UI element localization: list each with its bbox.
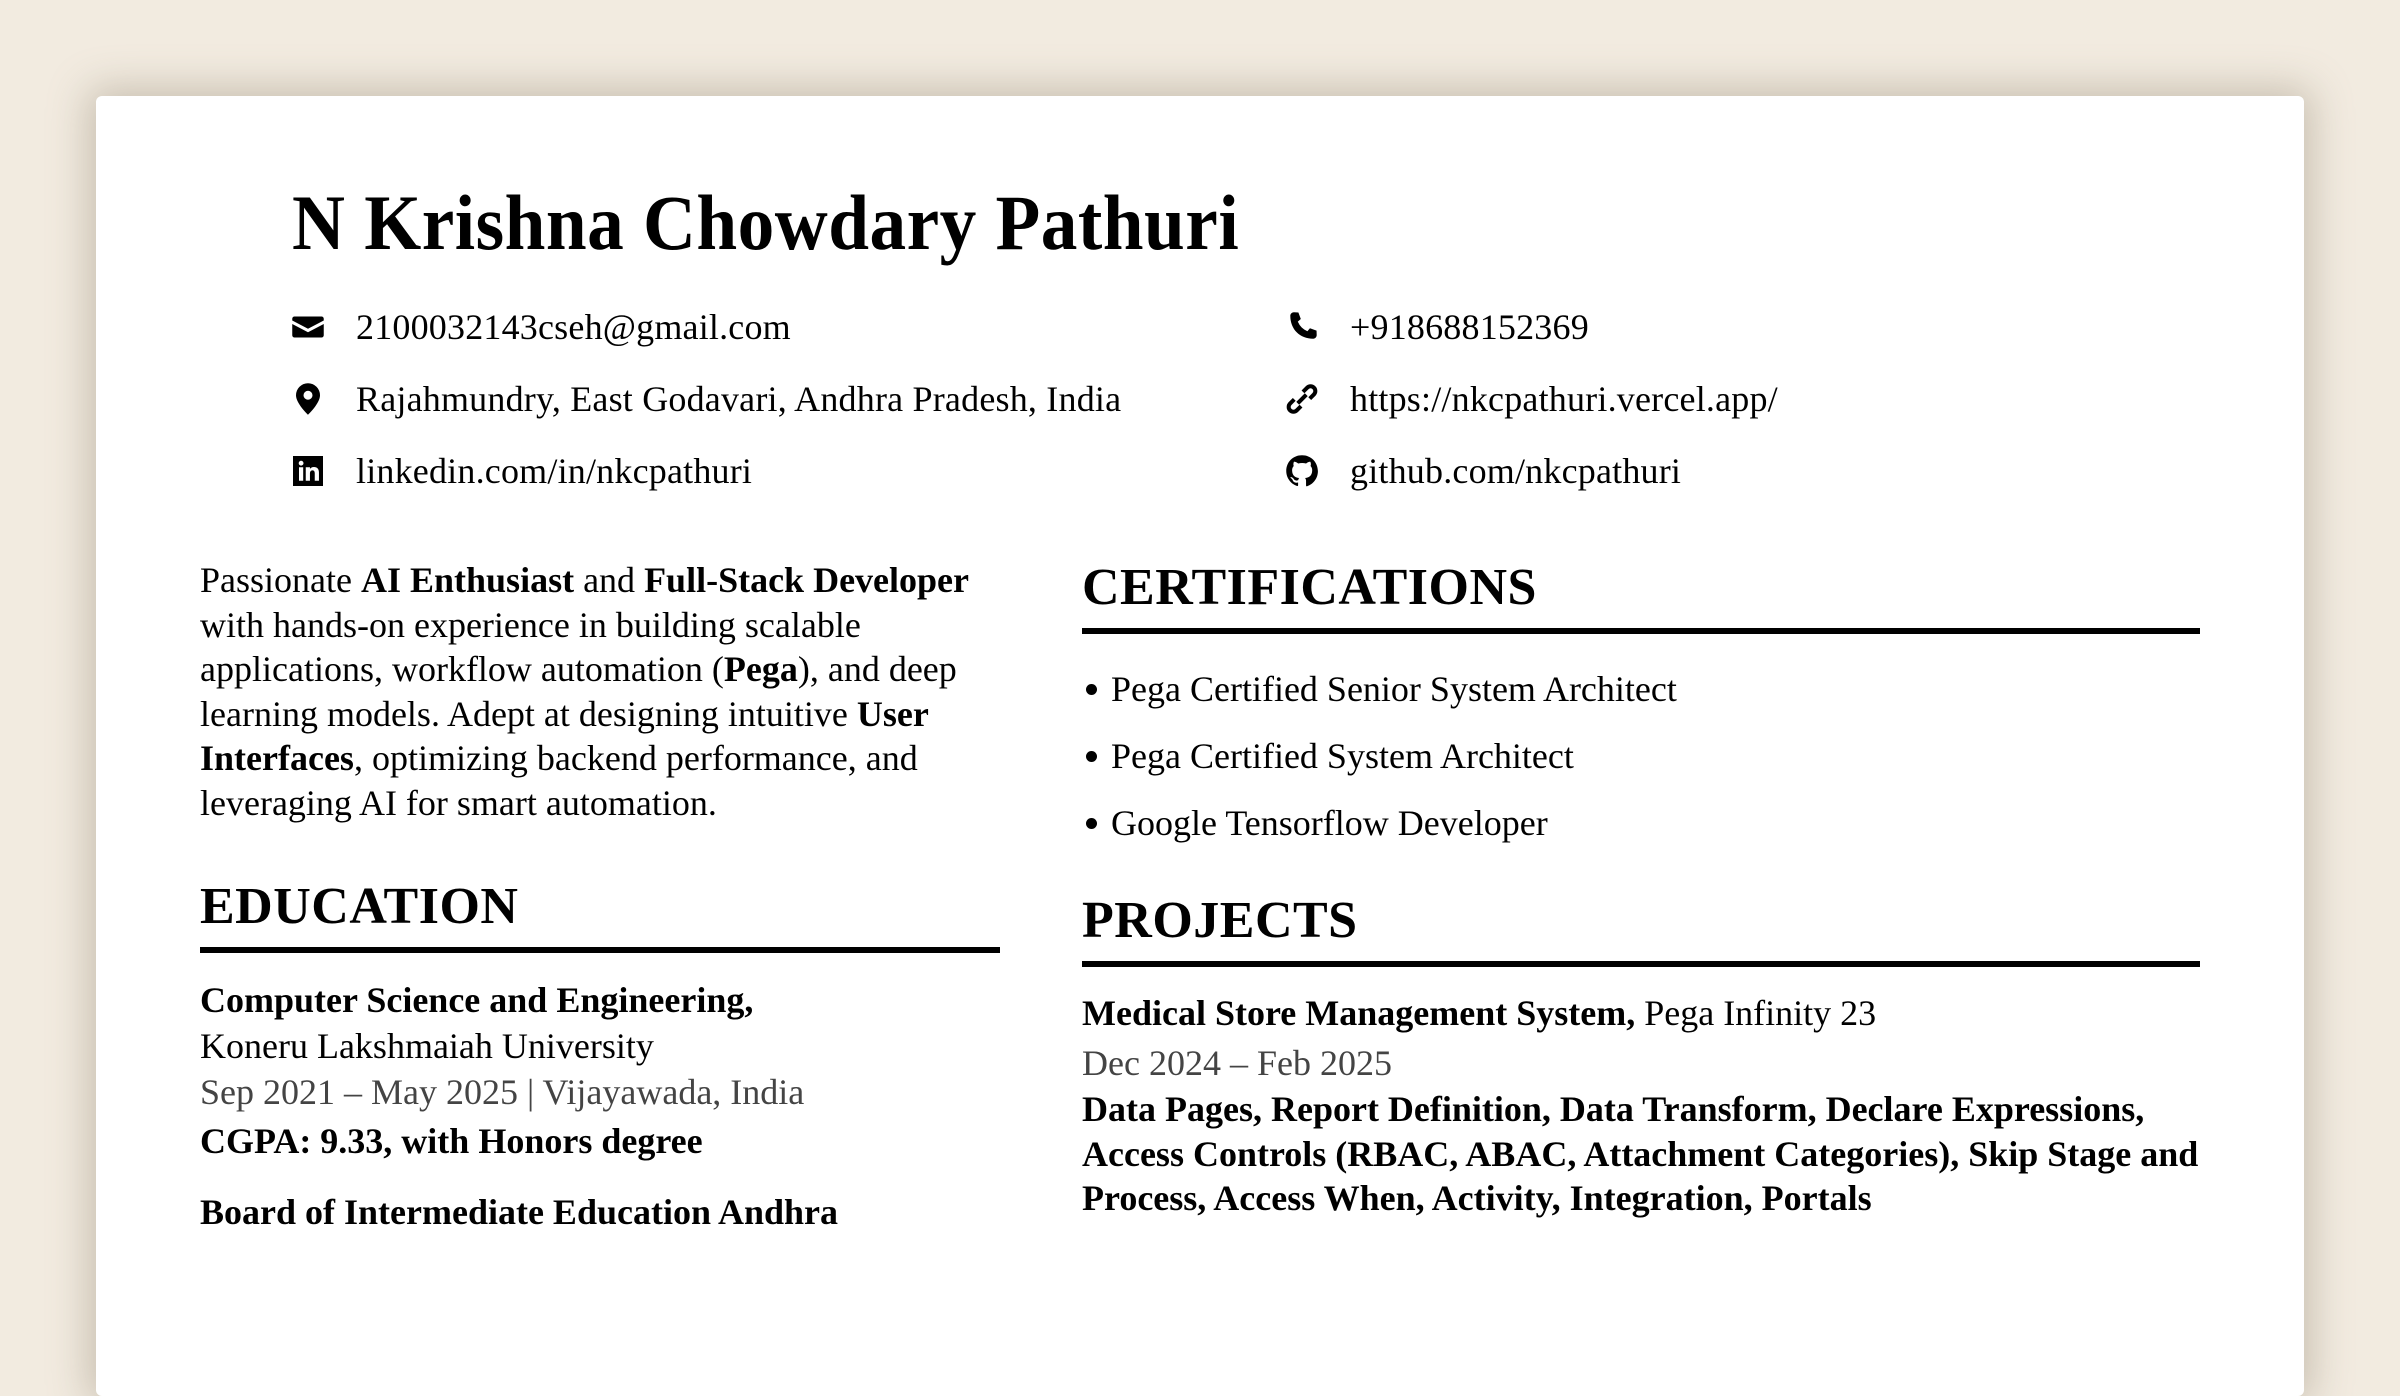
- resume-page: [96, 96, 2304, 1396]
- project-entry: [1082, 987, 2200, 1221]
- project-title-line: [1082, 987, 2200, 1039]
- certification-item: [1082, 656, 2200, 723]
- contact-phone[interactable]: [1282, 302, 1589, 352]
- right-column: [1082, 558, 2200, 1221]
- education-entry: [200, 977, 1000, 1167]
- education-dates-location: Sep 2021 – May 2025 | Vijayawada, India: [200, 1072, 805, 1112]
- bullet-icon: [1086, 751, 1097, 762]
- education-heading: EDUCATION: [200, 878, 519, 935]
- summary-text: ), and deep learning models. Adept at designing intuitive: [200, 649, 957, 734]
- education-grade: CGPA: 9.33, with Honors degree: [200, 1121, 703, 1161]
- summary-highlight: Full-Stack Developer: [644, 560, 970, 600]
- left-column: [200, 558, 1000, 1235]
- location-text: Rajahmundry, East Godavari, Andhra Pradesh, India: [356, 379, 1122, 419]
- contact-linkedin[interactable]: [288, 446, 752, 496]
- github-icon: [1282, 451, 1322, 491]
- education-degree: Board of Intermediate Education Andhra: [200, 1192, 839, 1232]
- education-degree: Computer Science and Engineering,: [200, 980, 754, 1020]
- certification-text: Pega Certified System Architect: [1111, 736, 1574, 776]
- project-dates: Dec 2024 – Feb 2025: [1082, 1043, 1392, 1083]
- projects-heading: PROJECTS: [1082, 892, 1358, 949]
- certifications-section: [1082, 559, 2200, 857]
- certifications-list: [1082, 656, 2200, 857]
- contact-github[interactable]: [1282, 446, 1681, 496]
- envelope-icon: [288, 307, 328, 347]
- summary-highlight: AI Enthusiast: [360, 560, 575, 600]
- professional-summary: [200, 558, 1000, 825]
- certification-item: [1082, 723, 2200, 790]
- bullet-icon: [1086, 684, 1097, 695]
- summary-text: Passionate: [200, 560, 361, 600]
- project-skills: Data Pages, Report Definition, Data Transform, Declare Expressions, Access Controls (RBAC, ABAC, Attachment Categories), Skip Stage and Process, Access When, Activity, Integration, Portals: [1082, 1089, 2199, 1218]
- project-title: Medical Store Management System,: [1082, 993, 1636, 1033]
- summary-highlight: Pega: [723, 649, 798, 689]
- summary-text: and: [574, 560, 645, 600]
- summary-text: with hands-on experience in building scalable applications, workflow automation (: [200, 604, 861, 689]
- link-icon: [1282, 379, 1322, 419]
- certification-text: Google Tensorflow Developer: [1111, 803, 1548, 843]
- education-entry: [200, 1189, 1000, 1235]
- bullet-icon: [1086, 818, 1097, 829]
- phone-text: +918688152369: [1350, 307, 1589, 347]
- education-institution: Koneru Lakshmaiah University: [200, 1026, 654, 1066]
- certification-text: Pega Certified Senior System Architect: [1111, 669, 1677, 709]
- certification-item: [1082, 790, 2200, 857]
- summary-highlight: User Interfaces: [200, 693, 929, 778]
- section-divider: [1082, 961, 2200, 967]
- contact-website[interactable]: [1282, 374, 1778, 424]
- github-text: github.com/nkcpathuri: [1350, 451, 1682, 491]
- section-divider: [200, 947, 1000, 953]
- certifications-heading: CERTIFICATIONS: [1082, 559, 1537, 616]
- education-section: [200, 878, 1000, 1235]
- candidate-name: N Krishna Chowdary Pathuri: [292, 179, 1240, 266]
- linkedin-text: linkedin.com/in/nkcpathuri: [356, 451, 753, 491]
- section-divider: [1082, 628, 2200, 634]
- website-text: https://nkcpathuri.vercel.app/: [1350, 379, 1778, 419]
- project-platform: Pega Infinity 23: [1635, 993, 1877, 1033]
- linkedin-icon: [288, 451, 328, 491]
- projects-section: [1082, 892, 2200, 1221]
- contact-location: [288, 374, 1121, 424]
- phone-icon: [1282, 307, 1322, 347]
- contact-email[interactable]: [288, 302, 791, 352]
- summary-text: , optimizing backend performance, and leveraging AI for smart automation.: [200, 738, 918, 823]
- map-pin-icon: [288, 379, 328, 419]
- email-text: 2100032143cseh@gmail.com: [356, 307, 791, 347]
